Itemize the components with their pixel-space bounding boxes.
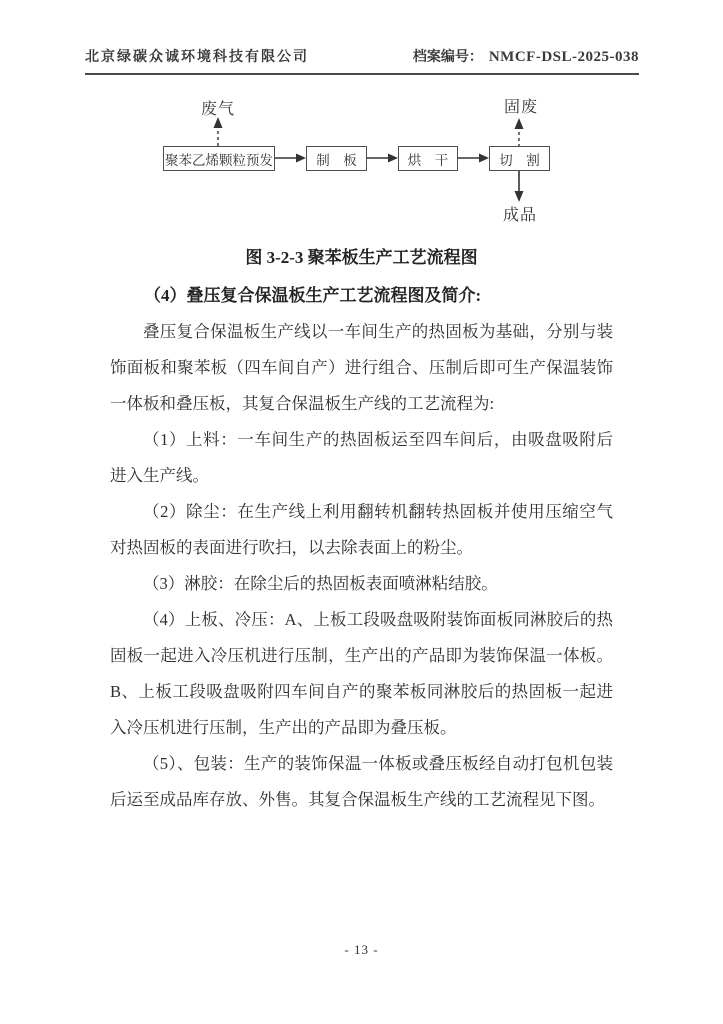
archive-number-label: 档案编号：: [412, 50, 483, 65]
process-flowchart: [0, 90, 723, 230]
waste-gas-label: 废气: [201, 101, 236, 118]
arrow-right-icon: [296, 154, 306, 163]
figure-caption: 图 3-2-3 聚苯板生产工艺流程图: [245, 248, 478, 267]
flow-node-board-making: 制 板: [306, 146, 367, 171]
document-body: [110, 240, 613, 818]
arrow-right-icon: [479, 154, 489, 163]
flow-node-cutting: 切 割: [489, 146, 550, 171]
paragraph-step-5-packing: （5）、包装：生产的装饰保温一体板或叠压板经自动打包机包装后运至成品库存放、外售。其复合保温板生产线的工艺流程见下图。: [110, 754, 613, 809]
paragraph-step-2-dedusting: （2）除尘：在生产线上利用翻转机翻转热固板并使用压缩空气对热固板的表面进行吹扫，以去除表面上的粉尘。: [110, 502, 613, 557]
archive-number: [413, 46, 639, 66]
page-number: - 13 -: [344, 942, 379, 957]
flow-node-drying: 烘 干: [398, 146, 458, 171]
paragraph-intro: 叠压复合保温板生产线以一车间生产的热固板为基础，分别与装饰面板和聚苯板（四车间自产）进行组合、压制后即可生产保温装饰一体板和叠压板，其复合保温板生产线的工艺流程为:: [110, 322, 613, 413]
arrow-up-icon: [515, 118, 524, 129]
section-heading: （4）叠压复合保温板生产工艺流程图及简介:: [144, 286, 482, 305]
arrow-down-icon: [515, 191, 524, 202]
company-name: 北京绿碳众诚环境科技有限公司: [85, 50, 309, 65]
flow-node-pre-expansion: 聚苯乙烯颗粒预发: [163, 146, 275, 171]
paragraph-step-3-gluing: （3）淋胶：在除尘后的热固板表面喷淋粘结胶。: [143, 574, 498, 593]
paragraph-step-1-loading: （1）上料：一车间生产的热固板运至四车间后，由吸盘吸附后进入生产线。: [110, 430, 613, 485]
product-label: 成品: [503, 207, 538, 224]
paragraph-step-4-pressing: （4）上板、冷压：A、上板工段吸盘吸附装饰面板同淋胶后的热固板一起进入冷压机进行压制，生产出的产品即为装饰保温一体板。B、上板工段吸盘吸附四车间自产的聚苯板同淋胶后的热固板一起进入冷压机进行压制，生产出的产品即为叠压板。: [110, 610, 613, 737]
solid-waste-label: 固废: [504, 99, 539, 116]
arrow-right-icon: [388, 154, 398, 163]
archive-number-value: NMCF-DSL-2025-038: [488, 49, 639, 65]
page-header: [85, 46, 639, 75]
